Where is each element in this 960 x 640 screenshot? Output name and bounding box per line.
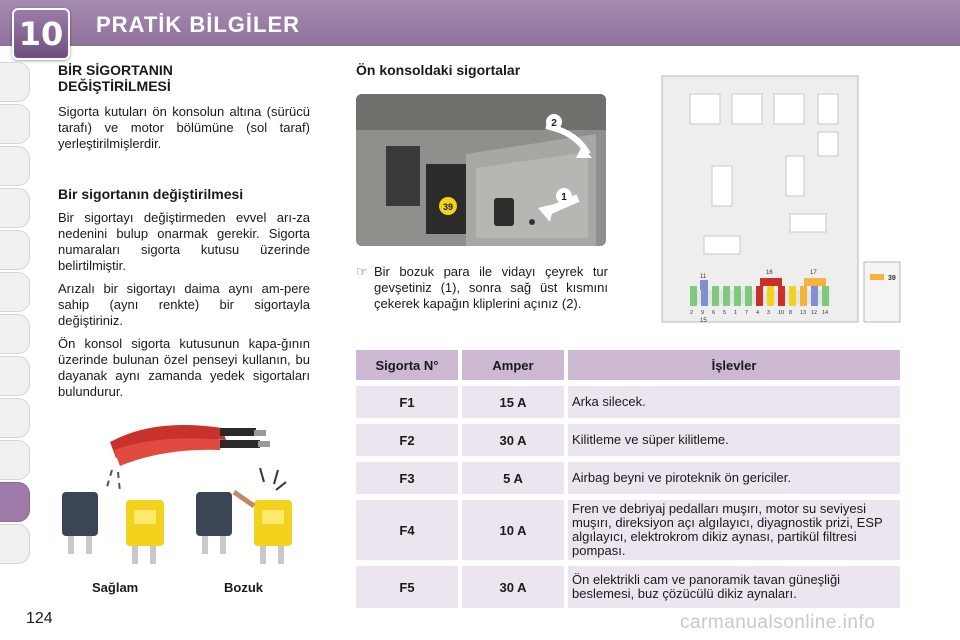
chapter-tab[interactable] [0, 146, 30, 186]
section-heading [58, 62, 310, 94]
fuse-amper: 5 A [462, 462, 564, 494]
fusebox-bottom-label: 10 [778, 310, 785, 316]
fuse-function: Fren ve debriyaj pedalları muşırı, motor su seviyesi muşırı, direksiyon açı algılayıcı, diyagnostik prizi, ESP algılayıcı, elektrokrom dikiz aynası, partikül filtresi pompası. [568, 500, 900, 560]
chapter-tab[interactable] [0, 104, 30, 144]
fusebox-bottom-label: 2 [690, 310, 694, 316]
chapter-tab-active[interactable] [0, 482, 30, 522]
fuse-blade [723, 286, 730, 306]
fusebox-diagram [660, 74, 902, 326]
fuse-table [352, 344, 904, 614]
fuse-number: F3 [356, 462, 458, 494]
fuse-blade [756, 286, 763, 306]
chapter-tab[interactable] [0, 524, 30, 564]
section-heading-line2: DEĞİŞTİRİLMESİ [58, 78, 171, 94]
fusebox-bottom-label: 1 [734, 310, 738, 316]
subheading: Bir sigortanın değiştirilmesi [58, 186, 244, 202]
hand-pointer-icon: ☞ [356, 264, 368, 279]
fuse-function: Ön elektrikli cam ve panoramik tavan güneşliği beslemesi, buz çözücülü dikiz aynaları. [568, 566, 900, 608]
page-title: PRATİK BİLGİLER [96, 12, 301, 37]
chapter-tab[interactable] [0, 356, 30, 396]
fusebox-bottom-label: 5 [723, 310, 727, 316]
column-header-amper: Amper [462, 350, 564, 380]
good-fuse-icon [62, 470, 164, 564]
fuse-blade [822, 286, 829, 306]
fuse-function: Arka silecek. [568, 386, 900, 418]
fuse-amper: 10 A [462, 500, 564, 560]
left-column [58, 62, 310, 407]
callout-39 [439, 197, 457, 215]
fuse-function: Airbag beyni ve piroteknik ön gericiler. [568, 462, 900, 494]
chapter-badge: 10 [12, 8, 70, 60]
callout-1 [556, 188, 572, 204]
dashboard-photo [356, 94, 606, 246]
fuse-blade-16 [760, 278, 782, 286]
column-header-number: Sigorta N° [356, 350, 458, 380]
chapter-tab[interactable] [0, 398, 30, 438]
callout-2 [546, 114, 562, 130]
callout-39-text: 39 [442, 202, 454, 212]
callout-1-text: 1 [561, 192, 567, 203]
fuse-number: F2 [356, 424, 458, 456]
fuse-amper: 30 A [462, 424, 564, 456]
table-header-row [356, 350, 900, 380]
label-good: Sağlam [92, 580, 139, 595]
fusebox-bottom-label: 13 [800, 310, 807, 316]
chapter-tab[interactable] [0, 62, 30, 102]
fuse-blade [778, 286, 785, 306]
fusebox-label-11: 11 [700, 274, 707, 280]
fuse-blade [800, 286, 807, 306]
table-row [356, 500, 900, 560]
paragraph: Ön konsol sigorta kutusunun kapa-ğının üzerinde bulunan özel penseyi kullanın, bu dayanak aynı zamanda yedek sigortaları bulundurur. [58, 336, 310, 399]
instruction-text: Bir bozuk para ile vidayı çeyrek tur gevşetiniz (1), sonra sağ üst kısmını çekerek kapağın kliplerini açınız (2). [374, 264, 608, 311]
fuse-illustration [54, 410, 294, 575]
chapter-tab[interactable] [0, 188, 30, 228]
fuse-function: Kilitleme ve süper kilitleme. [568, 424, 900, 456]
fuse-blade [789, 286, 796, 306]
fusebox-bottom-label: 8 [789, 310, 793, 316]
fusebox-bottom-label: 3 [767, 310, 771, 316]
label-blown: Bozuk [224, 580, 263, 595]
blown-fuse-icon [196, 468, 292, 564]
fuse-blade-17 [804, 278, 826, 286]
fusebox-bottom-label: 4 [756, 310, 760, 316]
fuse-number: F1 [356, 386, 458, 418]
fuse-puller-icon [110, 425, 270, 466]
page-number: 124 [26, 610, 53, 627]
fusebox-bottom-label: 9 [701, 310, 705, 316]
fusebox-bottom-label: 6 [712, 310, 716, 316]
intro-paragraph: Sigorta kutuları ön konsolun altına (sürücü tarafı) ve motor bölümüne (sol taraf) yerleştirilmişlerdir. [58, 104, 310, 151]
fusebox-bottom-label: 7 [745, 310, 749, 316]
paragraph: Arızalı bir sigortayı daima aynı am-pere sahip (aynı renkte) bir sigortayla değiştiriniz. [58, 281, 310, 328]
column-header-functions: İşlevler [568, 350, 900, 380]
fuse-blade-11 [700, 280, 708, 290]
instruction [356, 264, 608, 312]
chapter-tab[interactable] [0, 230, 30, 270]
fuse-blade [690, 286, 697, 306]
fusebox-bottom-label: 12 [811, 310, 818, 316]
table-row [356, 386, 900, 418]
fuse-blade [767, 286, 774, 306]
fusebox-label-16: 16 [766, 270, 773, 276]
fusebox-bottom-label: 14 [822, 310, 829, 316]
fuse-blade [811, 286, 818, 306]
section-title: Ön konsoldaki sigortalar [356, 62, 521, 78]
fuse-blade [712, 286, 719, 306]
fusebox-label-15: 15 [700, 318, 707, 324]
fusebox-label-17: 17 [810, 270, 817, 276]
table-row [356, 566, 900, 608]
fuse-amper: 30 A [462, 566, 564, 608]
callout-2-text: 2 [551, 118, 557, 129]
table-row [356, 462, 900, 494]
section-heading-line1: BİR SİGORTANIN [58, 62, 173, 78]
table-row [356, 424, 900, 456]
fuse-amper: 15 A [462, 386, 564, 418]
fusebox-side-label: 39 [888, 275, 896, 282]
watermark: carmanualsonline.info [680, 612, 876, 633]
chapter-tabs [0, 62, 30, 566]
fuse-number: F5 [356, 566, 458, 608]
fuse-blade [734, 286, 741, 306]
chapter-tab[interactable] [0, 272, 30, 312]
chapter-tab[interactable] [0, 440, 30, 480]
paragraph: Bir sigortayı değiştirmeden evvel arı-za nedenini bulup onarmak gerekir. Sigorta numaraları sigorta kutusu üzerinde belirtilmiştir. [58, 210, 310, 273]
chapter-tab[interactable] [0, 314, 30, 354]
fuse-number: F4 [356, 500, 458, 560]
fuse-blade [745, 286, 752, 306]
